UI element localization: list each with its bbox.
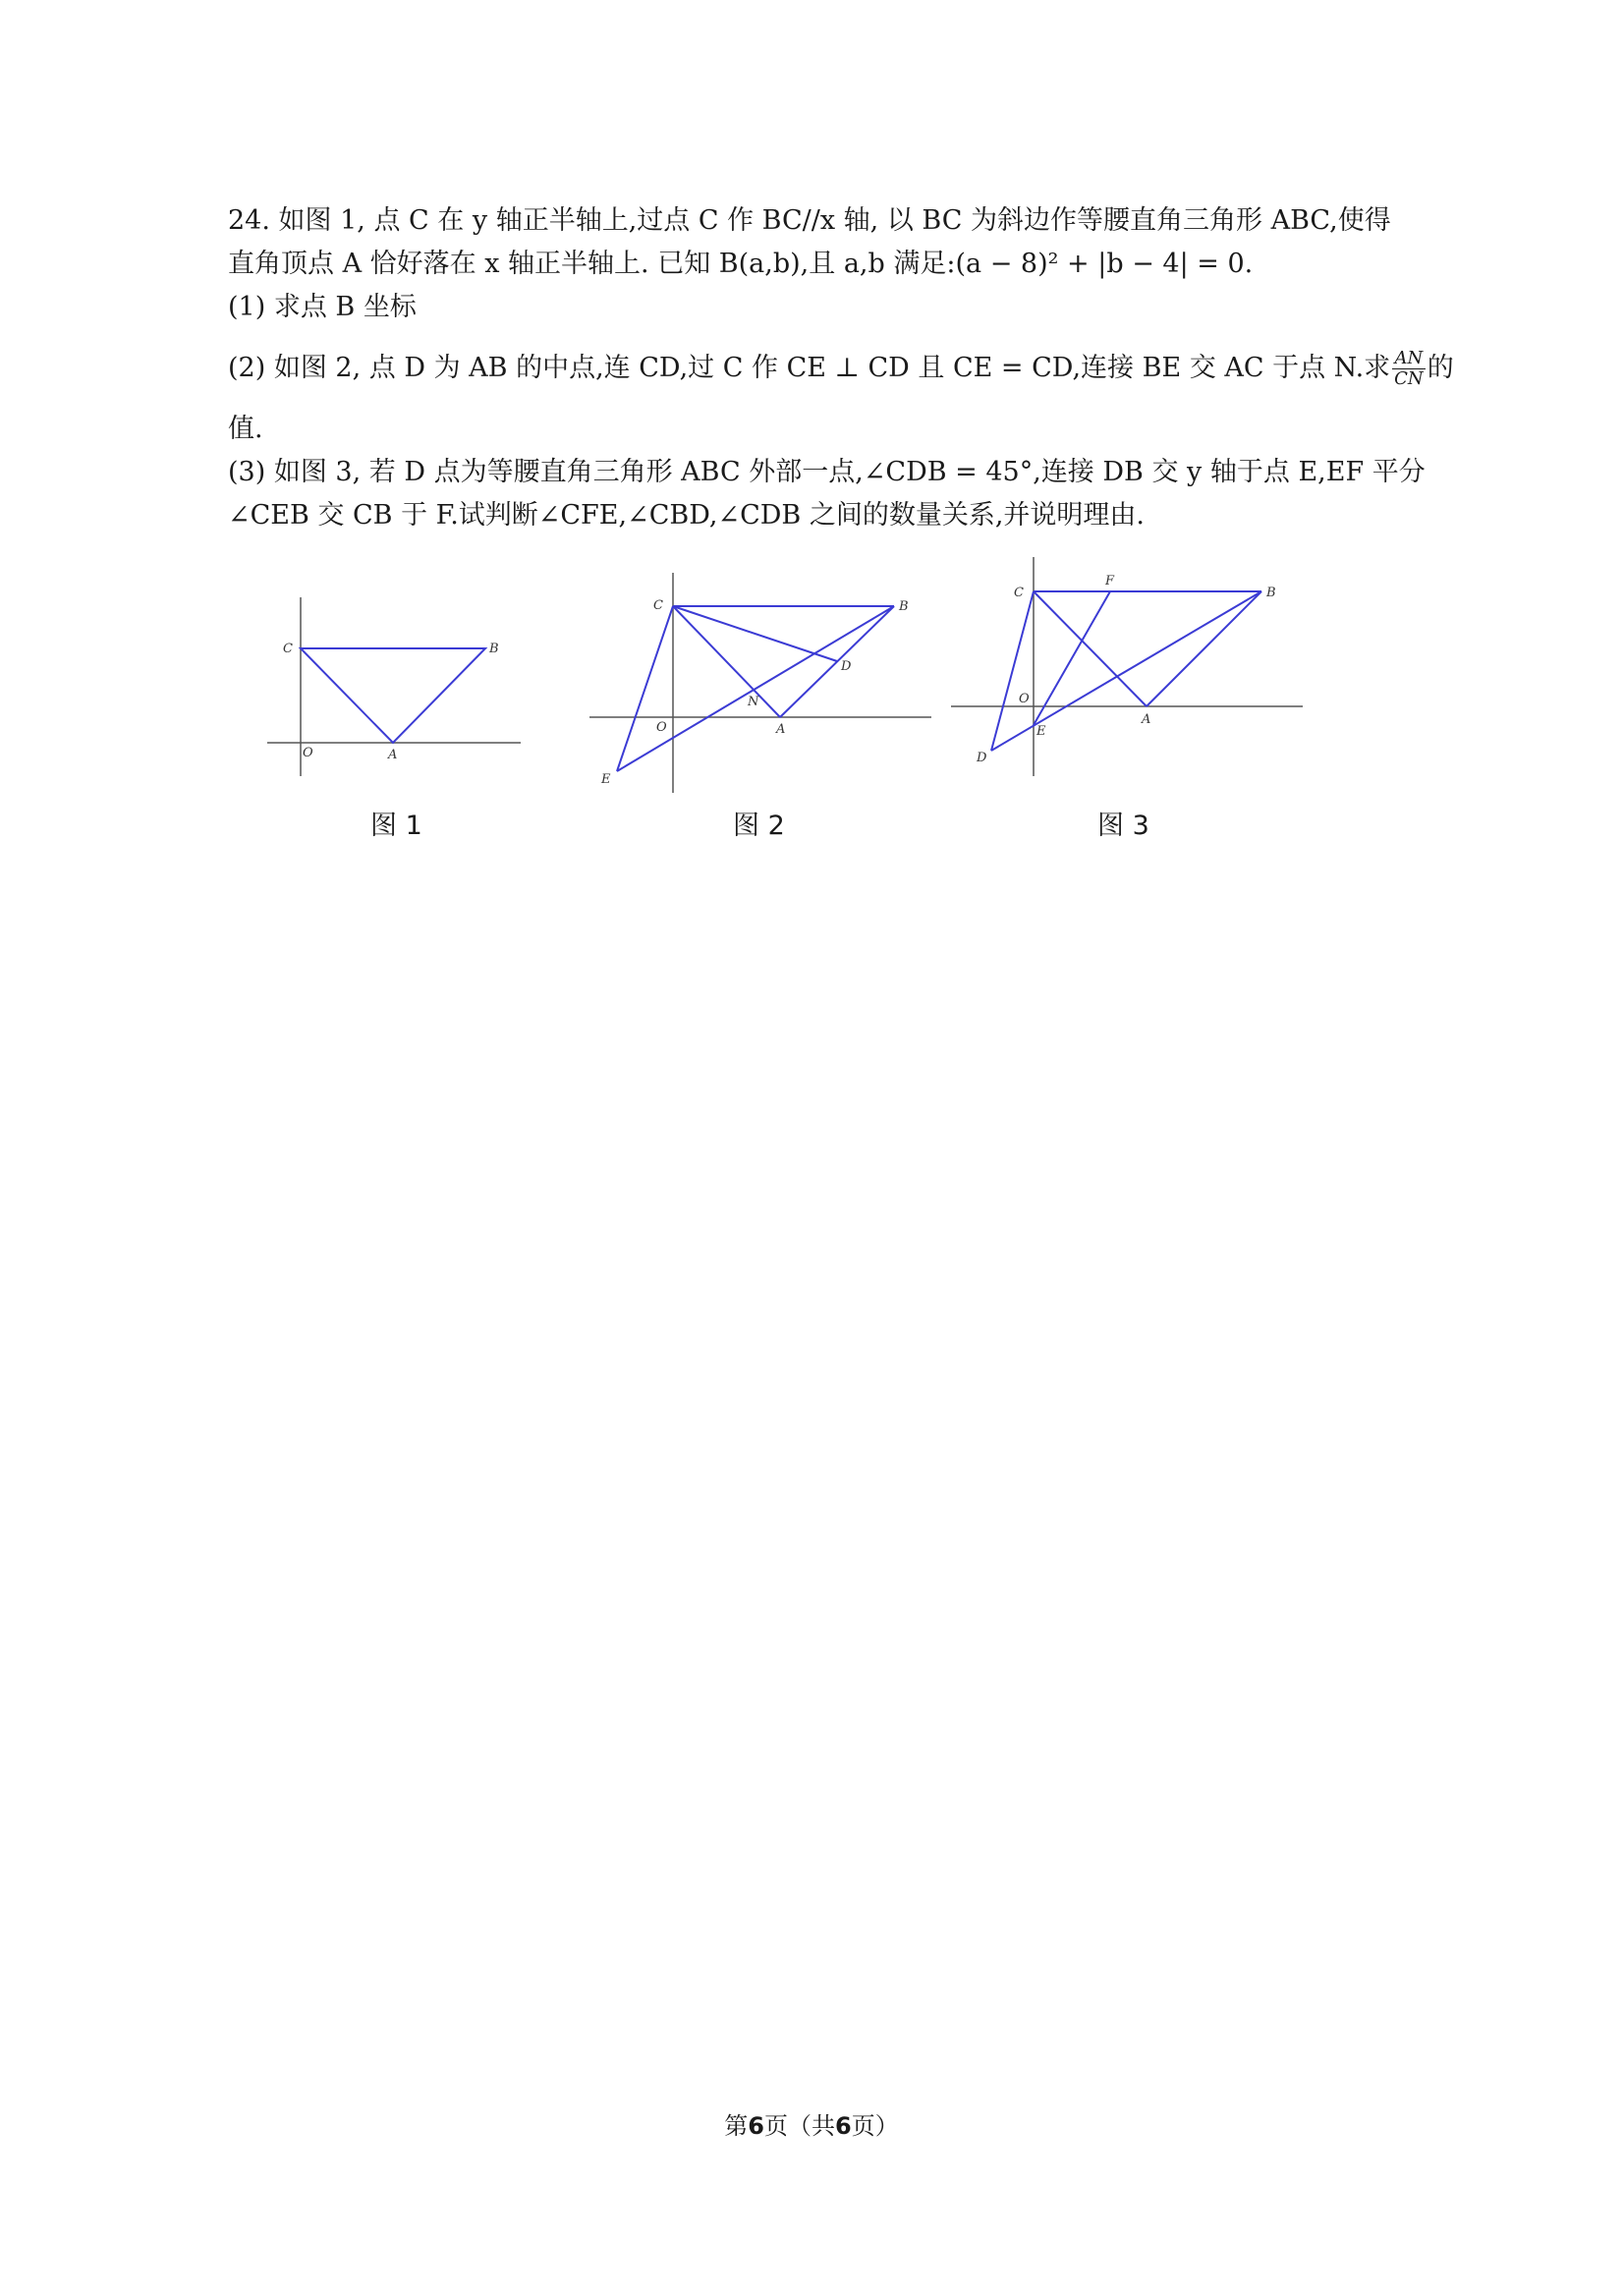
figure-3-caption: 图 3: [1097, 811, 1149, 841]
fraction-numerator: AN: [1392, 349, 1426, 369]
figure-2-caption: 图 2: [733, 811, 785, 841]
segment-ca: [1034, 591, 1147, 706]
label-n: N: [748, 695, 759, 709]
part-2: [228, 347, 1454, 390]
label-b: B: [899, 599, 909, 614]
footer-total-pages: 6: [835, 2112, 852, 2140]
label-o: O: [1019, 692, 1030, 706]
label-b: B: [489, 642, 499, 656]
segment-eb: [617, 606, 894, 771]
segment-ce: [617, 606, 673, 771]
part-2-text: (2) 如图 2, 点 D 为 AB 的中点,连 CD,过 C 作 CE ⊥ CD 且 CE = CD,连接 BE 交 AC 于点 N.求: [228, 353, 1391, 383]
segment-db: [991, 591, 1261, 751]
part-2-continuation: 值.: [228, 414, 263, 444]
part-2-suffix: 的: [1427, 353, 1454, 383]
label-o: O: [656, 720, 667, 735]
label-a: A: [776, 722, 786, 737]
label-c: C: [653, 598, 663, 613]
footer-middle: 页（共: [764, 2112, 835, 2140]
label-o: O: [303, 746, 313, 760]
label-e: E: [1036, 724, 1046, 739]
figure-1-diagram: [257, 589, 532, 786]
footer-prefix: 第: [724, 2112, 749, 2140]
segment-ab: [780, 606, 894, 717]
part-3-line-2: ∠CEB 交 CB 于 F.试判断∠CFE,∠CBD,∠CDB 之间的数量关系,并说明理由.: [228, 500, 1145, 531]
label-a: A: [388, 748, 398, 762]
fraction-an-cn: [1392, 349, 1426, 389]
label-e: E: [601, 772, 611, 787]
page-footer: [0, 2106, 1623, 2141]
problem-text: [228, 199, 1454, 537]
segment-cd: [991, 591, 1034, 751]
label-d: D: [841, 659, 852, 674]
triangle-abc: [301, 648, 485, 743]
fraction-denominator: CN: [1394, 368, 1424, 389]
figure-2: [588, 565, 941, 801]
label-d: D: [977, 751, 987, 765]
part-1: (1) 求点 B 坐标: [228, 292, 417, 322]
label-c: C: [1014, 586, 1024, 600]
part-3-line-1: (3) 如图 3, 若 D 点为等腰直角三角形 ABC 外部一点,∠CDB = 45°,连接 DB 交 y 轴于点 E,EF 平分: [228, 457, 1426, 487]
problem-line-2: 直角顶点 A 恰好落在 x 轴正半轴上. 已知 B(a,b),且 a,b 满足:(a − 8)² + |b − 4| = 0.: [228, 249, 1254, 279]
segment-cd: [673, 606, 837, 661]
label-c: C: [283, 642, 293, 656]
figure-3-diagram: [949, 555, 1313, 781]
figure-1: [257, 589, 532, 786]
footer-suffix: 页）: [851, 2112, 899, 2140]
segment-ca: [673, 606, 780, 717]
footer-page-number: 6: [748, 2112, 764, 2140]
label-b: B: [1266, 586, 1276, 600]
figure-3: [949, 555, 1313, 781]
label-a: A: [1142, 712, 1151, 727]
problem-line-1: 24. 如图 1, 点 C 在 y 轴正半轴上,过点 C 作 BC//x 轴, 以 BC 为斜边作等腰直角三角形 ABC,使得: [228, 205, 1391, 236]
figure-2-diagram: [588, 565, 941, 801]
label-f: F: [1105, 574, 1115, 588]
figure-1-caption: 图 1: [370, 811, 422, 841]
